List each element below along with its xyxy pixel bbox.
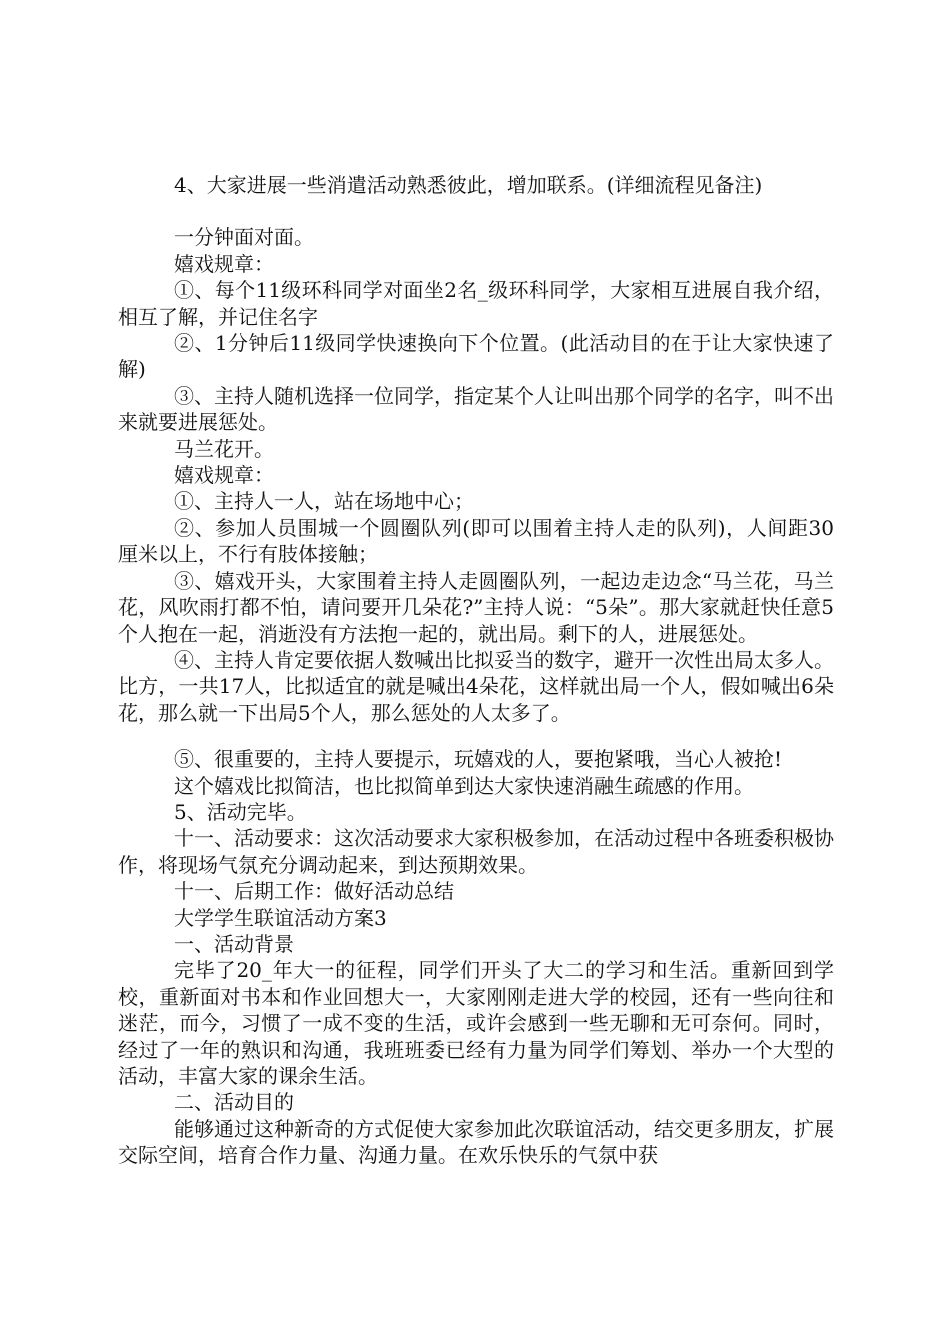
section-title-plan-3: 大学学生联谊活动方案3 (174, 905, 387, 930)
paragraph-game-summary: 这个嬉戏比拟简洁，也比拟简单到达大家快速消融生疏感的作用。 (174, 773, 754, 798)
paragraph-rule-1-1: ①、每个11级环科同学对面坐2名_级环科同学，大家相互进展自我介绍，相互了解，并记住名字 (118, 278, 834, 329)
paragraph-malan-flower: 马兰花开。 (174, 436, 274, 461)
paragraph-purpose: 能够通过这种新奇的方式促使大家参加此次联谊活动，结交更多朋友，扩展交际空间，培育合作力量、沟通力量。在欢乐快乐的气氛中获 (118, 1116, 834, 1168)
document-body (118, 172, 834, 1169)
paragraph-rule-2-5: ⑤、很重要的，主持人要提示，玩嬉戏的人，要抱紧哦，当心人被抢! (174, 747, 783, 772)
paragraph-activity-requirements: 十一、活动要求：这次活动要求大家积极参加，在活动过程中各班委积极协作，将现场气氛充分调动起来，到达预期效果。 (118, 826, 834, 877)
paragraph-game-rules-2: 嬉戏规章： (174, 463, 274, 488)
paragraph-rule-2-3: ③、嬉戏开头，大家围着主持人走圆圈队列，一起边走边念“马兰花，马兰花，风吹雨打都不怕，请问要开几朵花?”主持人说：“5朵”。那大家就赶快任意5个人抱在一起，消逝没有方法抱一起的，就出局。剩下的人，进展惩处。 (118, 568, 834, 646)
paragraph-rule-2-1: ①、主持人一人，站在场地中心； (174, 489, 474, 514)
paragraph-follow-up-work: 十一、后期工作：做好活动总结 (174, 879, 454, 904)
paragraph-activity-4: 4、大家进展一些消遣活动熟悉彼此，增加联系。(详细流程见备注) (174, 173, 763, 197)
paragraph-rule-1-3: ③、主持人随机选择一位同学，指定某个人让叫出那个同学的名字，叫不出来就要进展惩处。 (118, 383, 834, 435)
section-heading-background: 一、活动背景 (174, 931, 294, 956)
paragraph-rule-1-2: ②、1分钟后11级同学快速换向下个位置。(此活动目的在于让大家快速了解) (118, 331, 834, 382)
paragraph-game-rules-1: 嬉戏规章： (174, 251, 274, 276)
paragraph-rule-2-4: ④、主持人肯定要依据人数喊出比拟妥当的数字，避开一次性出局太多人。比方，一共17人，比拟适宜的就是喊出4朵花，这样就出局一个人，假如喊出6朵花，那么就一下出局5个人，那么惩处的人太多了。 (118, 647, 834, 725)
paragraph-background: 完毕了20_年大一的征程，同学们开头了大二的学习和生活。重新回到学校，重新面对书本和作业回想大一，大家刚刚走进大学的校园，还有一些向往和迷茫，而今，习惯了一成不变的生活，或许会感到一些无聊和无可奈何。同时，经过了一年的熟识和沟通，我班班委已经有力量为同学们筹划、举办一个大型的活动，丰富大家的课余生活。 (118, 958, 834, 1088)
section-heading-purpose: 二、活动目的 (174, 1090, 294, 1115)
paragraph-rule-2-2: ②、参加人员围城一个圆圈队列(即可以围着主持人走的队列)，人间距30厘米以上，不行有肢体接触； (118, 515, 834, 567)
paragraph-one-minute: 一分钟面对面。 (174, 225, 314, 250)
paragraph-activity-end: 5、活动完毕。 (174, 799, 307, 824)
